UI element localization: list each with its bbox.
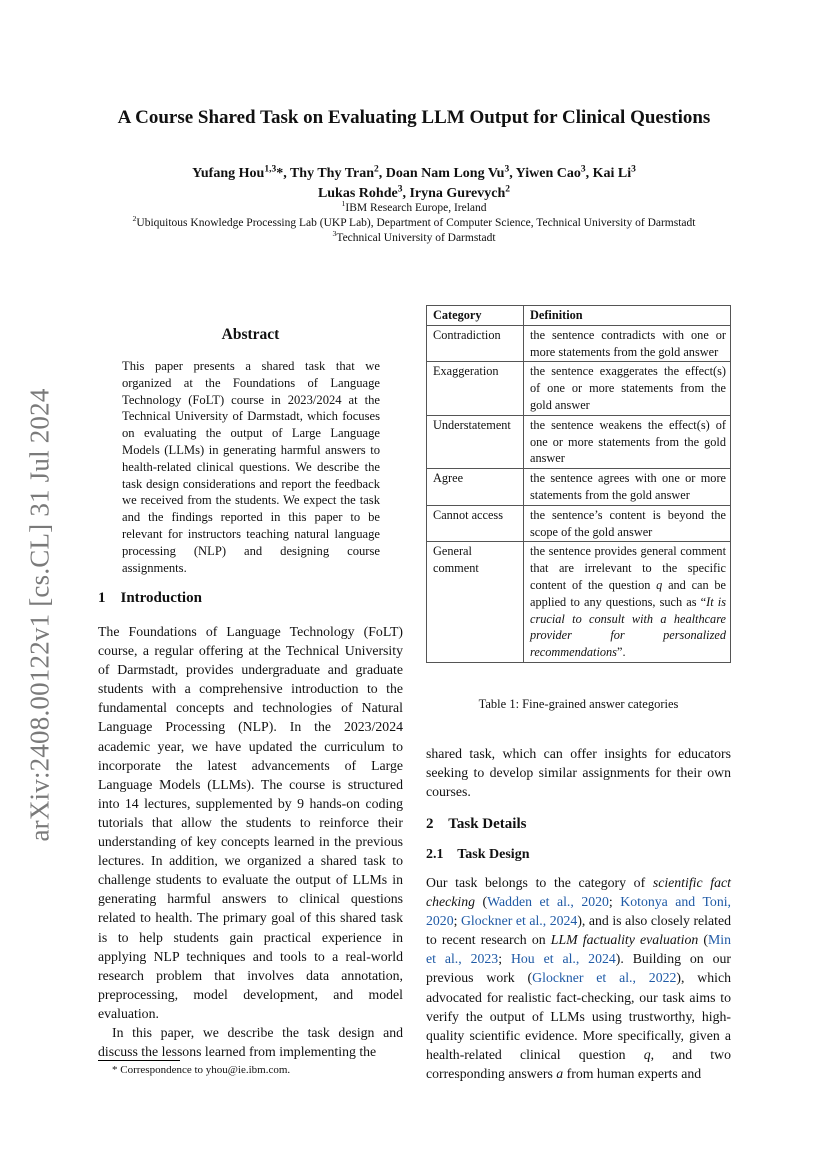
table-header-definition: Definition xyxy=(524,306,731,326)
table-cell-definition: the sentence agrees with one or more statements from the gold answer xyxy=(524,469,731,506)
task-design-number: 2.1 xyxy=(426,847,444,862)
arxiv-stamp xyxy=(10,380,70,850)
table-row xyxy=(427,325,731,362)
author-separator: , xyxy=(509,166,513,181)
intro-title: Introduction xyxy=(120,590,202,606)
author-name: Kai Li xyxy=(589,166,632,181)
author-name: Doan Nam Long Vu xyxy=(382,166,505,181)
abstract-body: This paper presents a shared task that we organized at the Foundations of Language Technology (FoLT) course in 2023/2024 at the Technical University of Darmstadt, which focuses on evaluating the output of Large Language Models (LLMs) in generating harmful answers to health-related clinical questions. We describe the task design considerations and report the feedback we received from the students. We expect the task and the findings reported in this paper to be relevant for instructors teaching natural language processing (NLP) and designing course assignments. xyxy=(122,359,380,575)
text-span: from human experts and xyxy=(563,1065,702,1081)
author-affiliation-mark: 2 xyxy=(374,164,379,175)
table-header-row xyxy=(427,306,731,326)
text-span: ), which advocated for realistic fact-checking, our task aims to verify the output of LLMs using trustworthy, high-quality scientific evidence. More specifically, given a health-related clinical question xyxy=(426,970,731,1062)
table-row xyxy=(427,505,731,542)
categories-table xyxy=(426,305,731,663)
table-cell-category: Understatement xyxy=(427,415,524,468)
author-list xyxy=(0,164,828,204)
footnote xyxy=(112,1064,290,1076)
table-row xyxy=(427,415,731,468)
task-details-heading xyxy=(426,816,731,833)
citation-link[interactable]: Min et al., 2023 xyxy=(426,932,731,967)
table-cell-definition: the sentence’s content is beyond the scope of the gold answer xyxy=(524,505,731,542)
author-name: Yufang Hou xyxy=(192,166,265,181)
footnote-mark: * xyxy=(112,1064,118,1076)
table-cell-definition: the sentence contradicts with one or more statements from the gold answer xyxy=(524,325,731,362)
citation-link[interactable]: Glockner et al., 2024 xyxy=(460,913,578,929)
affiliation-mark: 2 xyxy=(132,213,137,223)
task-design-title: Task Design xyxy=(457,847,530,862)
table-caption: Table 1: Fine-grained answer categories xyxy=(478,697,679,711)
author-separator: *, xyxy=(276,166,287,181)
intro-paragraph-1: The Foundations of Language Technology (FoLT) course, a regular offering at the Technical University of Darmstadt, provides undergraduate and graduate students with a comprehensive introduction to the fundamental concepts and technologies of Natural Language Processing (NLP). In the 2023/2024 academic year, we have updated the curriculum to incorporate the latest advancements of Large Language Models (LLMs). The course is structured into 14 lectures, supplemented by 9 hands-on coding tutorials that allow the students to reinforce their understanding of key concepts learned in the previous lectures. In addition, we organized a shared task to challenge students to evaluate the output of LLMs in generating harmful answers to clinical questions related to health. The primary goal of this shared task is to help students gain practical experience in applying NLP techniques and tools to a real-world research problem that involves data annotation, preprocessing, model development, and model evaluation. xyxy=(98,624,403,1021)
table-cell-definition: the sentence provides general comment that are irrelevant to the specific content of the question q and can be applied to any questions, such as “It is crucial to consult with a healthcare provider for personalized recommendations”. xyxy=(524,542,731,663)
author-affiliation-mark: 3 xyxy=(397,184,403,195)
math-q: q xyxy=(643,1046,651,1062)
intro-heading xyxy=(98,590,403,607)
task-details-title: Task Details xyxy=(448,816,527,832)
affiliation xyxy=(0,228,828,246)
math-a: a xyxy=(556,1065,564,1081)
table-row xyxy=(427,542,731,663)
author-affiliation-mark: 2 xyxy=(505,184,511,195)
authors-line-1 xyxy=(0,164,828,184)
table-cell-definition: the sentence exaggerates the effect(s) of one or more statements from the gold answer xyxy=(524,362,731,415)
author-separator: , xyxy=(402,186,406,201)
citation-link[interactable]: Hou et al., 2024 xyxy=(510,951,616,967)
author-affiliation-mark: 3 xyxy=(504,164,510,175)
affiliation-text: Technical University of Darmstadt xyxy=(336,231,496,244)
intro-body xyxy=(98,622,403,1061)
paper-title: A Course Shared Task on Evaluating LLM Output for Clinical Questions xyxy=(117,107,711,128)
text-span: ). Building on our previous work ( xyxy=(426,951,731,986)
author-separator: , xyxy=(585,166,590,181)
author-affiliation-mark: 1,3 xyxy=(264,164,277,175)
affiliation-mark: 1 xyxy=(341,199,346,209)
text-emph: scientific fact checking xyxy=(426,875,731,910)
affiliation xyxy=(0,201,828,216)
text-span: ), and is also closely related to recent research on xyxy=(426,913,731,948)
affiliation-mark: 3 xyxy=(332,228,337,238)
table-row xyxy=(427,362,731,415)
table-cell-category: Exaggeration xyxy=(427,362,524,415)
footnote-text: Correspondence to yhou@ie.ibm.com. xyxy=(120,1064,291,1076)
author-affiliation-mark: 3 xyxy=(631,164,636,175)
citation-link[interactable]: Glockner et al., 2022 xyxy=(532,970,677,986)
table-cell-category: General comment xyxy=(427,542,524,663)
table-cell-definition: the sentence weakens the effect(s) of one or more statements from the gold answer xyxy=(524,415,731,468)
table-cell-category: Agree xyxy=(427,469,524,506)
author-name: Yiwen Cao xyxy=(512,166,581,181)
citation-link[interactable]: Kotonya and Toni, 2020 xyxy=(426,894,731,929)
author-affiliation-mark: 3 xyxy=(580,164,586,175)
abstract-heading: Abstract xyxy=(221,326,280,343)
author-name: Lukas Rohde xyxy=(317,186,398,201)
author-name: Thy Thy Tran xyxy=(286,166,375,181)
affiliation-text: Ubiquitous Knowledge Processing Lab (UKP Lab), Department of Computer Science, Technical University of Darmstadt xyxy=(136,216,696,229)
intro-number: 1 xyxy=(98,590,106,606)
affiliations xyxy=(0,201,828,245)
author-name: Iryna Gurevych xyxy=(405,186,506,201)
affiliation xyxy=(0,213,828,231)
task-design-body: Our task belongs to the category of scientific fact checking (Wadden et al., 2020; Kotonya and Toni, 2020; Glockner et al., 2024), and is also closely related to recent research on LLM factuality evaluation (Min et al., 2023; Hou et al., 2024). Building on our previous work (Glockner et al., 2022), which advocated for realistic fact-checking, our task aims to verify the output of LLMs using trustworthy, high-quality scientific evidence. More specifically, given a health-related clinical question q, and two corresponding answers a from human experts and xyxy=(426,875,731,1081)
table-cell-category: Cannot access xyxy=(427,505,524,542)
table-header-category: Category xyxy=(427,306,524,326)
text-emph: LLM factuality evaluation xyxy=(550,932,699,948)
intro-paragraph-2: In this paper, we describe the task design and discuss the lessons learned from implementing the xyxy=(98,1024,403,1060)
task-design-heading xyxy=(426,847,731,863)
citation-link[interactable]: Wadden et al., 2020 xyxy=(487,894,609,910)
affiliation-text: IBM Research Europe, Ireland xyxy=(345,202,487,214)
author-separator: , xyxy=(378,166,383,181)
table-cell-category: Contradiction xyxy=(427,325,524,362)
intro-paragraph-2-continued: shared task, which can offer insights for educators seeking to develop similar assignments for their own courses. xyxy=(426,746,731,800)
text-span: Our task belongs to the category of xyxy=(426,875,653,890)
arxiv-id: arXiv:2408.00122v1 [cs.CL] 31 Jul 2024 xyxy=(24,388,55,842)
footnote-rule xyxy=(98,1060,180,1061)
text-span: , and two corresponding answers xyxy=(426,1046,731,1081)
table-row xyxy=(427,469,731,506)
task-details-number: 2 xyxy=(426,816,434,832)
